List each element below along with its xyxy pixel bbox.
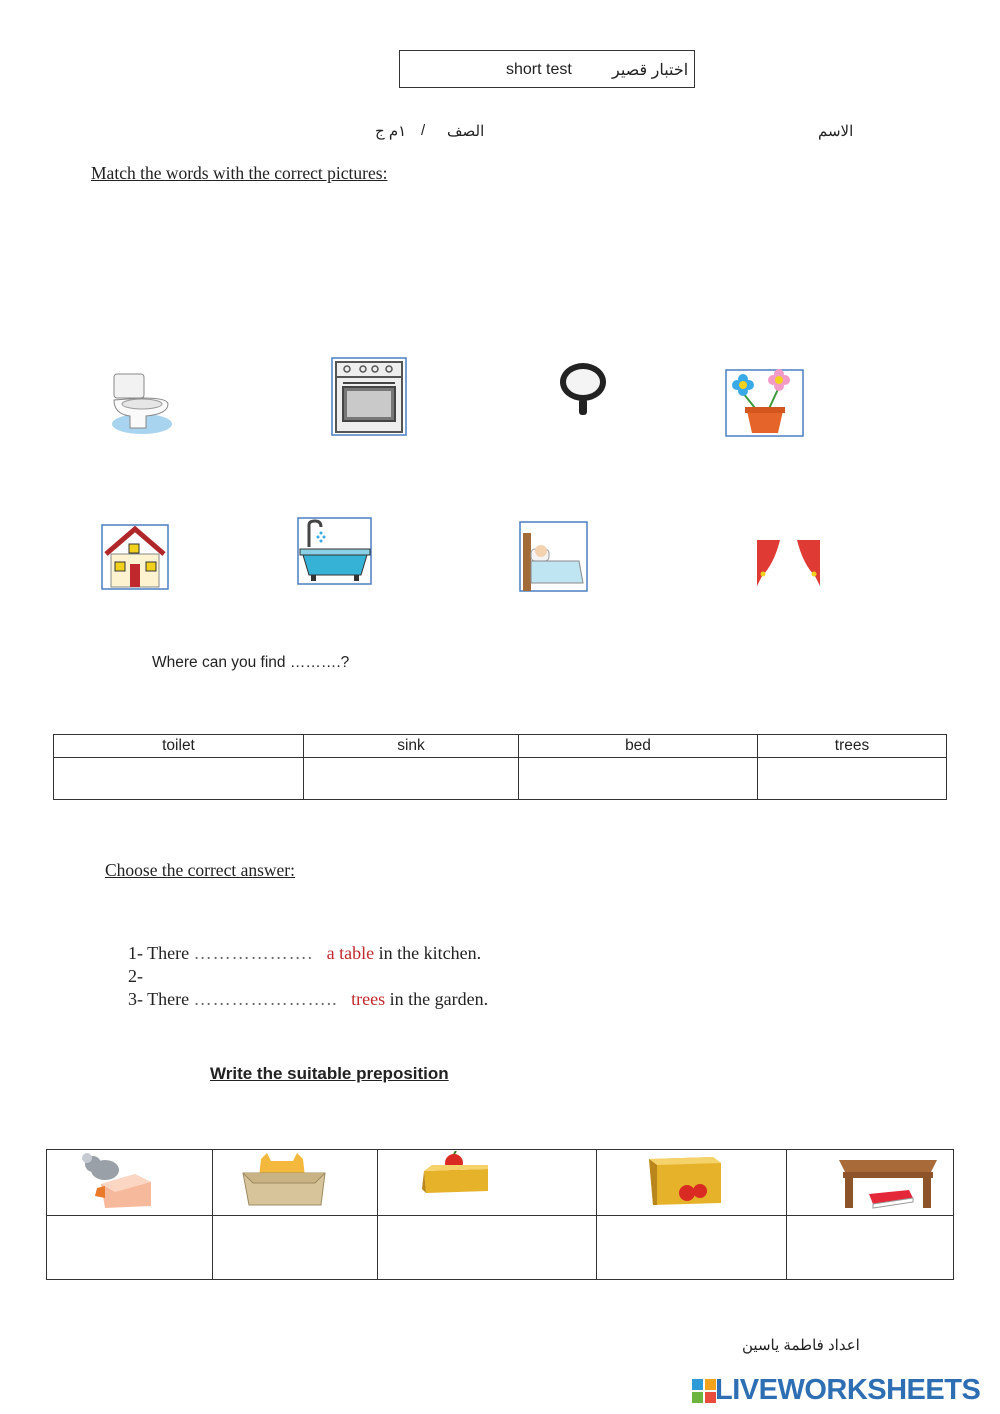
sentence-3-answer: trees bbox=[351, 989, 386, 1009]
column-header-sink: sink bbox=[304, 735, 519, 758]
sentence-1-answer: a table bbox=[326, 943, 375, 963]
match-heading: Match the words with the correct pictures: bbox=[91, 163, 388, 183]
class-slash: / bbox=[421, 122, 426, 139]
sentence-3 bbox=[128, 988, 488, 1011]
mouse-behind-box-icon bbox=[75, 1152, 155, 1210]
picture-cell-5 bbox=[787, 1150, 954, 1216]
mirror-icon bbox=[558, 362, 610, 420]
column-header-bed: bed bbox=[519, 735, 758, 758]
class-value: ١م ج bbox=[375, 123, 407, 140]
preposition-answer-2[interactable] bbox=[213, 1216, 378, 1280]
sentence-3-blank[interactable]: ………………….. bbox=[193, 989, 338, 1009]
class-label: الصف bbox=[447, 123, 485, 140]
preposition-answer-1[interactable] bbox=[47, 1216, 213, 1280]
preposition-answer-4[interactable] bbox=[597, 1216, 787, 1280]
sentence-3-suffix: in the garden. bbox=[385, 989, 489, 1009]
title-english: short test bbox=[506, 61, 572, 78]
sentence-2-prefix: 2- bbox=[128, 966, 143, 986]
preposition-answer-5[interactable] bbox=[787, 1216, 954, 1280]
picture-cell-3 bbox=[378, 1150, 597, 1216]
flower-pot-icon bbox=[725, 369, 805, 437]
picture-cell-4 bbox=[597, 1150, 787, 1216]
sentence-1-blank[interactable]: ………………. bbox=[193, 943, 314, 963]
sentence-2 bbox=[128, 965, 143, 988]
where-table bbox=[53, 734, 947, 800]
bed-icon bbox=[519, 521, 589, 593]
preposition-answer-3[interactable] bbox=[378, 1216, 597, 1280]
sentence-1-suffix: in the kitchen. bbox=[374, 943, 482, 963]
book-under-table-icon bbox=[833, 1154, 943, 1210]
toilet-icon bbox=[108, 372, 174, 436]
answer-cell-trees[interactable] bbox=[758, 758, 947, 800]
cat-in-box-icon bbox=[241, 1151, 327, 1209]
column-header-trees: trees bbox=[758, 735, 947, 758]
title-arabic: اختبار قصير bbox=[612, 62, 689, 79]
test-title-box bbox=[399, 50, 695, 88]
sentence-1-prefix: 1- There bbox=[128, 943, 194, 963]
answer-cell-toilet[interactable] bbox=[54, 758, 304, 800]
answer-cell-bed[interactable] bbox=[519, 758, 758, 800]
preposition-table bbox=[46, 1149, 954, 1280]
house-icon bbox=[101, 524, 169, 590]
choose-heading: Choose the correct answer: bbox=[105, 860, 295, 880]
sentence-3-prefix: 3- There bbox=[128, 989, 194, 1009]
where-question: Where can you find ……….? bbox=[152, 654, 350, 671]
author-credit: اعداد فاطمة ياسين bbox=[742, 1337, 860, 1354]
name-label: الاسم bbox=[818, 123, 854, 140]
curtains-icon bbox=[754, 536, 824, 588]
logo-squares-icon bbox=[692, 1379, 716, 1403]
brand-text: LIVEWORKSHEETS bbox=[715, 1374, 981, 1406]
picture-cell-1 bbox=[47, 1150, 213, 1216]
apple-next-to-box-icon bbox=[645, 1153, 727, 1211]
preposition-heading: Write the suitable preposition bbox=[210, 1064, 449, 1083]
picture-cell-2 bbox=[213, 1150, 378, 1216]
column-header-toilet: toilet bbox=[54, 735, 304, 758]
bathtub-icon bbox=[297, 517, 373, 585]
sentence-1 bbox=[128, 942, 481, 965]
answer-cell-sink[interactable] bbox=[304, 758, 519, 800]
stove-icon bbox=[331, 357, 407, 437]
apple-on-box-icon bbox=[420, 1151, 492, 1197]
